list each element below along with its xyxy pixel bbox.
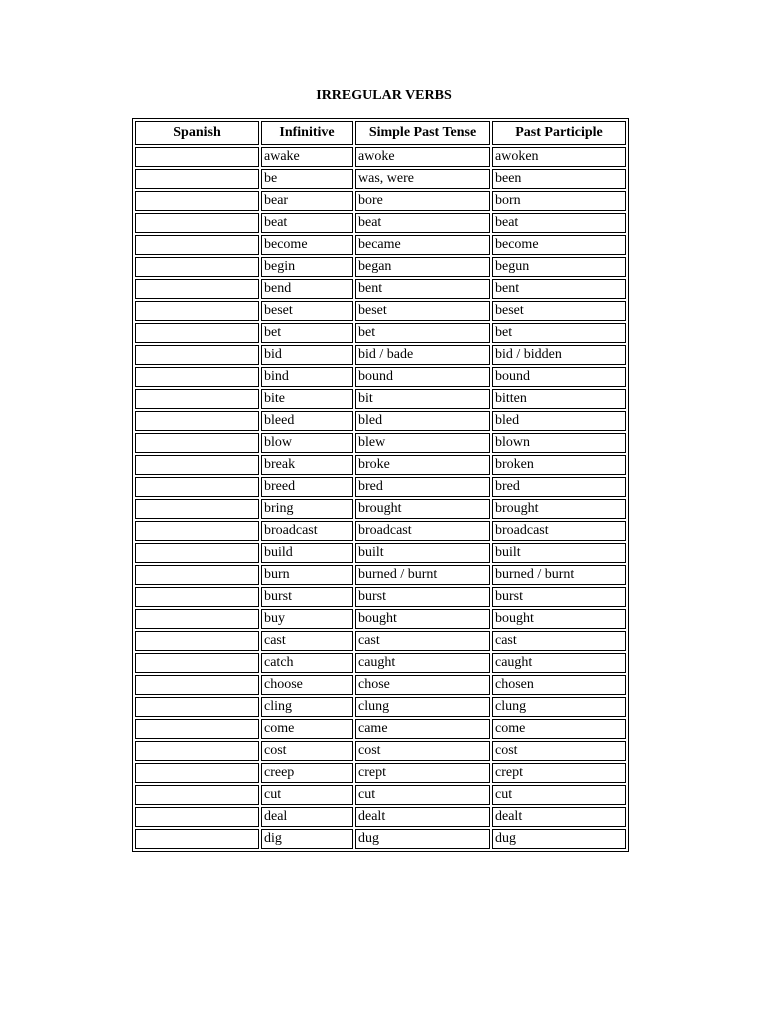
cell-spanish [135,213,259,233]
cell-infinitive: burst [261,587,353,607]
cell-past-participle: cast [492,631,626,651]
cell-past-participle: cost [492,741,626,761]
cell-past-participle: awoken [492,147,626,167]
cell-spanish [135,631,259,651]
cell-spanish [135,697,259,717]
cell-simple-past: broadcast [355,521,490,541]
cell-infinitive: cost [261,741,353,761]
cell-infinitive: broadcast [261,521,353,541]
cell-spanish [135,609,259,629]
header-simple-past: Simple Past Tense [355,121,490,145]
table-row [135,235,626,255]
cell-past-participle: beat [492,213,626,233]
cell-spanish [135,565,259,585]
cell-infinitive: buy [261,609,353,629]
cell-past-participle: been [492,169,626,189]
cell-simple-past: clung [355,697,490,717]
irregular-verbs-table [132,118,629,852]
cell-past-participle: bought [492,609,626,629]
table-row [135,257,626,277]
cell-infinitive: bind [261,367,353,387]
cell-infinitive: become [261,235,353,255]
cell-simple-past: dug [355,829,490,849]
cell-simple-past: burst [355,587,490,607]
table-row [135,785,626,805]
cell-spanish [135,455,259,475]
cell-spanish [135,323,259,343]
cell-infinitive: bid [261,345,353,365]
table-row [135,631,626,651]
cell-simple-past: crept [355,763,490,783]
cell-simple-past: bid / bade [355,345,490,365]
cell-simple-past: burned / burnt [355,565,490,585]
cell-infinitive: come [261,719,353,739]
cell-past-participle: blown [492,433,626,453]
cell-past-participle: bred [492,477,626,497]
cell-simple-past: brought [355,499,490,519]
cell-simple-past: cut [355,785,490,805]
cell-past-participle: bound [492,367,626,387]
cell-past-participle: born [492,191,626,211]
cell-simple-past: awoke [355,147,490,167]
table-row [135,499,626,519]
table-header-row [135,121,626,145]
cell-infinitive: bite [261,389,353,409]
cell-past-participle: broadcast [492,521,626,541]
cell-spanish [135,345,259,365]
cell-spanish [135,763,259,783]
cell-infinitive: creep [261,763,353,783]
table-row [135,543,626,563]
cell-past-participle: begun [492,257,626,277]
table-row [135,279,626,299]
cell-spanish [135,719,259,739]
cell-spanish [135,587,259,607]
cell-infinitive: bring [261,499,353,519]
cell-infinitive: awake [261,147,353,167]
cell-spanish [135,829,259,849]
cell-simple-past: cast [355,631,490,651]
cell-infinitive: cling [261,697,353,717]
cell-simple-past: blew [355,433,490,453]
cell-past-participle: crept [492,763,626,783]
cell-infinitive: beset [261,301,353,321]
cell-past-participle: become [492,235,626,255]
cell-spanish [135,411,259,431]
cell-infinitive: begin [261,257,353,277]
table-row [135,763,626,783]
cell-spanish [135,675,259,695]
cell-past-participle: chosen [492,675,626,695]
cell-past-participle: bent [492,279,626,299]
cell-spanish [135,785,259,805]
table-row [135,807,626,827]
cell-infinitive: bear [261,191,353,211]
cell-infinitive: build [261,543,353,563]
table-row [135,719,626,739]
cell-infinitive: breed [261,477,353,497]
cell-simple-past: was, were [355,169,490,189]
table-row [135,697,626,717]
header-infinitive: Infinitive [261,121,353,145]
cell-infinitive: burn [261,565,353,585]
cell-spanish [135,279,259,299]
cell-simple-past: beat [355,213,490,233]
cell-past-participle: burst [492,587,626,607]
cell-infinitive: bleed [261,411,353,431]
cell-past-participle: broken [492,455,626,475]
page-title: IRREGULAR VERBS [316,88,452,103]
table-row [135,741,626,761]
cell-past-participle: bet [492,323,626,343]
cell-simple-past: bought [355,609,490,629]
cell-infinitive: bend [261,279,353,299]
table-row [135,829,626,849]
cell-simple-past: bent [355,279,490,299]
cell-simple-past: dealt [355,807,490,827]
cell-simple-past: bet [355,323,490,343]
table-row [135,675,626,695]
table-row [135,433,626,453]
table-row [135,521,626,541]
cell-infinitive: catch [261,653,353,673]
cell-infinitive: cast [261,631,353,651]
cell-past-participle: bitten [492,389,626,409]
table-row [135,301,626,321]
table-row [135,389,626,409]
cell-simple-past: caught [355,653,490,673]
cell-infinitive: dig [261,829,353,849]
cell-past-participle: beset [492,301,626,321]
table-row [135,565,626,585]
table-row [135,455,626,475]
cell-past-participle: built [492,543,626,563]
table-row [135,147,626,167]
table-row [135,411,626,431]
cell-simple-past: cost [355,741,490,761]
table-row [135,345,626,365]
cell-past-participle: bled [492,411,626,431]
cell-infinitive: bet [261,323,353,343]
cell-infinitive: beat [261,213,353,233]
cell-spanish [135,235,259,255]
cell-simple-past: broke [355,455,490,475]
cell-spanish [135,433,259,453]
table-row [135,609,626,629]
cell-spanish [135,741,259,761]
cell-past-participle: bid / bidden [492,345,626,365]
cell-infinitive: choose [261,675,353,695]
cell-simple-past: came [355,719,490,739]
cell-infinitive: break [261,455,353,475]
cell-spanish [135,543,259,563]
cell-simple-past: chose [355,675,490,695]
cell-spanish [135,653,259,673]
cell-simple-past: bred [355,477,490,497]
cell-infinitive: blow [261,433,353,453]
table-body [135,147,626,849]
table-row [135,191,626,211]
cell-simple-past: bound [355,367,490,387]
cell-simple-past: bore [355,191,490,211]
cell-spanish [135,147,259,167]
cell-spanish [135,499,259,519]
cell-simple-past: bit [355,389,490,409]
table-row [135,213,626,233]
table-row [135,587,626,607]
cell-spanish [135,257,259,277]
header-past-participle: Past Participle [492,121,626,145]
cell-past-participle: cut [492,785,626,805]
cell-spanish [135,169,259,189]
cell-past-participle: brought [492,499,626,519]
header-spanish: Spanish [135,121,259,145]
cell-past-participle: dug [492,829,626,849]
cell-past-participle: caught [492,653,626,673]
cell-spanish [135,807,259,827]
cell-simple-past: built [355,543,490,563]
cell-past-participle: come [492,719,626,739]
cell-spanish [135,521,259,541]
cell-spanish [135,389,259,409]
cell-spanish [135,477,259,497]
cell-simple-past: became [355,235,490,255]
cell-spanish [135,301,259,321]
cell-past-participle: dealt [492,807,626,827]
table-row [135,477,626,497]
cell-past-participle: burned / burnt [492,565,626,585]
table-row [135,323,626,343]
cell-spanish [135,367,259,387]
cell-simple-past: began [355,257,490,277]
cell-infinitive: be [261,169,353,189]
table-row [135,169,626,189]
cell-simple-past: beset [355,301,490,321]
cell-simple-past: bled [355,411,490,431]
cell-spanish [135,191,259,211]
table-row [135,653,626,673]
table-row [135,367,626,387]
cell-past-participle: clung [492,697,626,717]
cell-infinitive: deal [261,807,353,827]
cell-infinitive: cut [261,785,353,805]
